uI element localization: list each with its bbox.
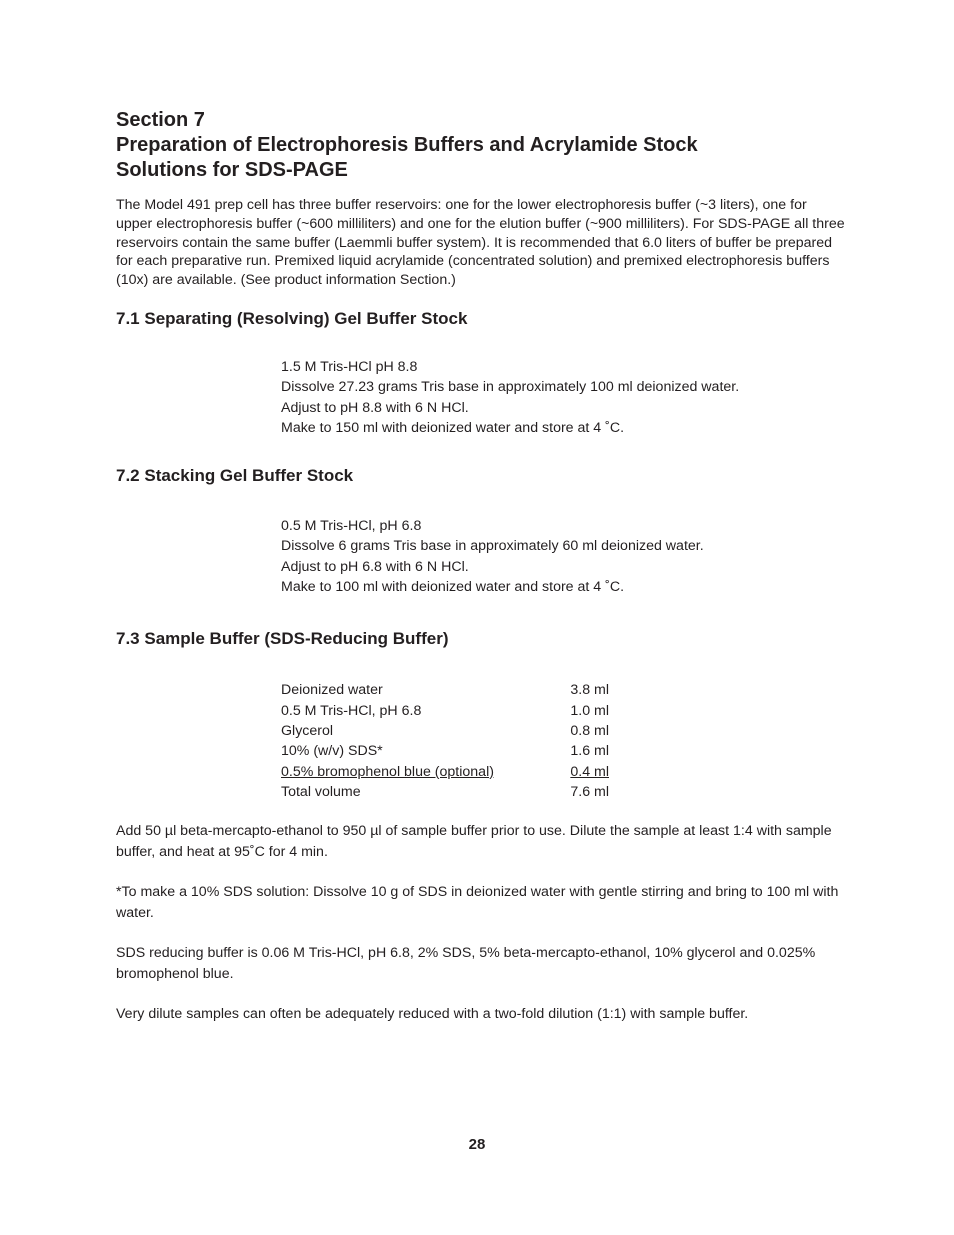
table-row bbox=[281, 741, 609, 761]
section-title-line1: Preparation of Electrophoresis Buffers and Acrylamide Stock bbox=[116, 134, 698, 156]
table-row bbox=[281, 701, 609, 721]
section-title-line2: Solutions for SDS-PAGE bbox=[116, 159, 348, 181]
ingredient: 0.5% bromophenol blue (optional) bbox=[281, 763, 494, 780]
table-row bbox=[281, 762, 609, 782]
subsection-7-3-heading: 7.3 Sample Buffer (SDS-Reducing Buffer) bbox=[116, 629, 449, 649]
ingredient: Total volume bbox=[281, 783, 361, 800]
page-number: 28 bbox=[468, 1136, 486, 1153]
amount: 3.8 ml bbox=[570, 682, 609, 699]
ingredient: Deionized water bbox=[281, 682, 383, 699]
recipe-line: Make to 150 ml with deionized water and store at 4 ˚C. bbox=[281, 419, 625, 436]
ingredient: 10% (w/v) SDS* bbox=[281, 743, 383, 760]
ingredient: 0.5 M Tris-HCl, pH 6.8 bbox=[281, 702, 422, 719]
table-row bbox=[281, 721, 609, 741]
amount: 7.6 ml bbox=[570, 783, 609, 800]
composition-paragraph: SDS reducing buffer is 0.06 M Tris-HCl, pH 6.8, 2% SDS, 5% beta-mercapto-ethanol, 10% glycerol and 0.025% bromophenol blue. bbox=[116, 945, 816, 982]
subsection-7-2-heading: 7.2 Stacking Gel Buffer Stock bbox=[116, 466, 354, 486]
recipe-line: Adjust to pH 8.8 with 6 N HCl. bbox=[281, 399, 469, 416]
recipe-line: 0.5 M Tris-HCl, pH 6.8 bbox=[281, 518, 422, 535]
recipe-line: Make to 100 ml with deionized water and store at 4 ˚C. bbox=[281, 579, 625, 596]
subsection-7-2-body bbox=[281, 516, 846, 597]
amount: 1.0 ml bbox=[570, 702, 609, 719]
table-row bbox=[281, 680, 609, 700]
recipe-line: 1.5 M Tris-HCl pH 8.8 bbox=[281, 358, 418, 375]
section-label: Section 7 bbox=[116, 109, 205, 131]
intro-paragraph: The Model 491 prep cell has three buffer reservoirs: one for the lower electrophoresis buffer (~3 liters), one for upper electrophoresis buffer (~600 milliliters) and one for the elution buffer (~900 milliliters). For SDS-PAGE all three reservoirs contain the same buffer (Laemmli buffer system). It is recommended that 6.0 liters of buffer be prepared for each preparative run. Premixed liquid acrylamide (concentrated solution) and premixed electrophoresis buffers (10x) are available. (See product information Section.) bbox=[116, 197, 845, 289]
dilute-samples-paragraph: Very dilute samples can often be adequately reduced with a two-fold dilution (1:1) with sample buffer. bbox=[116, 1006, 749, 1023]
recipe-line: Adjust to pH 6.8 with 6 N HCl. bbox=[281, 558, 469, 575]
amount: 1.6 ml bbox=[570, 743, 609, 760]
usage-paragraph: Add 50 µl beta-mercapto-ethanol to 950 µl of sample buffer prior to use. Dilute the sample at least 1:4 with sample buffer, and heat at 95˚C for 4 min. bbox=[116, 823, 832, 860]
subsection-7-1-body bbox=[281, 357, 846, 438]
amount: 0.4 ml bbox=[570, 763, 609, 780]
subsection-7-1-heading: 7.1 Separating (Resolving) Gel Buffer Stock bbox=[116, 308, 468, 328]
table-row-total bbox=[281, 782, 609, 802]
recipe-line: Dissolve 27.23 grams Tris base in approximately 100 ml deionized water. bbox=[281, 379, 740, 396]
sds-footnote-paragraph: *To make a 10% SDS solution: Dissolve 10 g of SDS in deionized water with gentle stirring and bring to 100 ml with water. bbox=[116, 884, 839, 921]
sample-buffer-table bbox=[281, 680, 609, 802]
amount: 0.8 ml bbox=[570, 722, 609, 739]
recipe-line: Dissolve 6 grams Tris base in approximately 60 ml deionized water. bbox=[281, 538, 704, 555]
ingredient: Glycerol bbox=[281, 722, 334, 739]
page-content bbox=[116, 108, 846, 1025]
